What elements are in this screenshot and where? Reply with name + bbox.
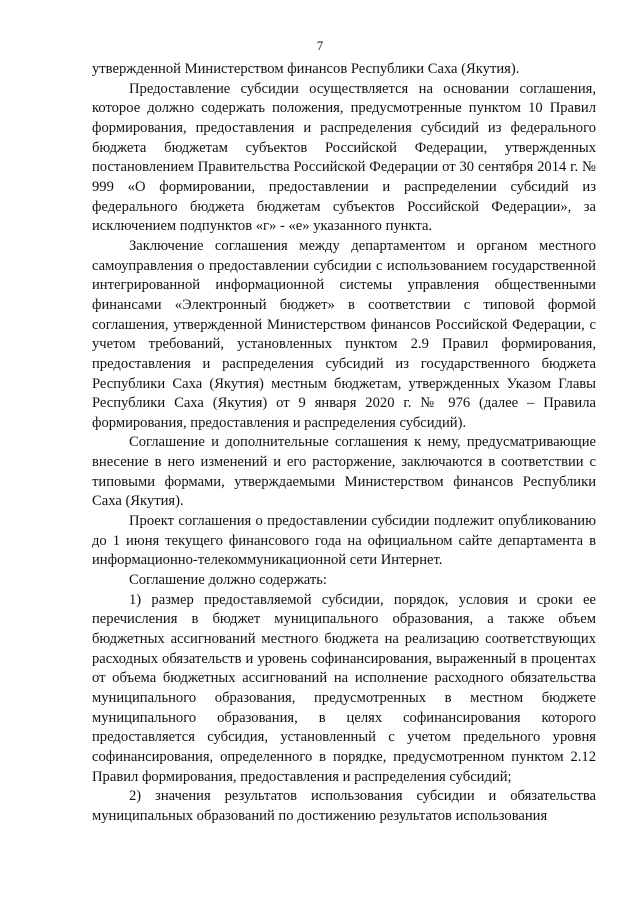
- paragraph-5: Проект соглашения о предоставлении субсидии подлежит опубликованию до 1 июня текущего финансового года на официальном сайте департамента в информационно-телекоммуникационной сети Интернет.: [92, 513, 596, 569]
- paragraph-4: Соглашение и дополнительные соглашения к нему, предусматривающие внесение в него изменений и его расторжение, заключаются в соответствии с типовыми формами, утверждаемыми Министерством финансов Республики Саха (Якутия).: [92, 434, 596, 510]
- paragraph-8: 2) значения результатов использования субсидии и обязательства муниципальных образований по достижению результатов использования: [92, 788, 596, 824]
- paragraph-6: Соглашение должно содержать:: [129, 572, 327, 589]
- page-number: 7: [316, 38, 324, 53]
- document-body: [92, 60, 596, 827]
- paragraph-3: Заключение соглашения между департаментом и органом местного самоуправления о предоставлении субсидии с использованием государственной интегрированной информационной системы управления общественными финансами «Электронный бюджет» в соответствии с типовой формой соглашения, утвержденной Министерством финансов Российской Федерации, с учетом требований, установленных пунктом 2.9 Правил формирования, предоставления и распределения субсидий из государственного бюджета Республики Саха (Якутия) местным бюджетам, утвержденных Указом Главы Республики Саха (Якутия) от 9 января 2020 г. № 976 (далее – Правила формирования, предоставления и распределения субсидий).: [92, 237, 596, 431]
- paragraph-1: утвержденной Министерством финансов Республики Саха (Якутия).: [92, 61, 520, 77]
- paragraph-7: 1) размер предоставляемой субсидии, порядок, условия и сроки ее перечисления в бюджет муниципального образования, а также объем бюджетных ассигнований местного бюджета на реализацию соответствующих расходных обязательств и уровень софинансирования, выраженный в процентах от объема бюджетных ассигнований на исполнение расходного обязательства муниципального образования, предусмотренных в местном бюджете муниципального образования, в целях софинансирования которого предоставляется субсидия, установленный с учетом предельного уровня софинансирования, определенного в порядке, предусмотренном пунктом 2.12 Правил формирования, предоставления и распределения субсидий;: [92, 591, 596, 785]
- paragraph-2: Предоставление субсидии осуществляется на основании соглашения, которое должно содержать положения, предусмотренные пунктом 10 Правил формирования, предоставления и распределения субсидий из федерального бюджета бюджетам субъектов Российской Федерации, утвержденных постановлением Правительства Российской Федерации от 30 сентября 2014 г. № 999 «О формировании, предоставлении и распределении субсидий из федерального бюджета бюджетам субъектов Российской Федерации», за исключением подпунктов «г» - «е» указанного пункта.: [92, 80, 596, 235]
